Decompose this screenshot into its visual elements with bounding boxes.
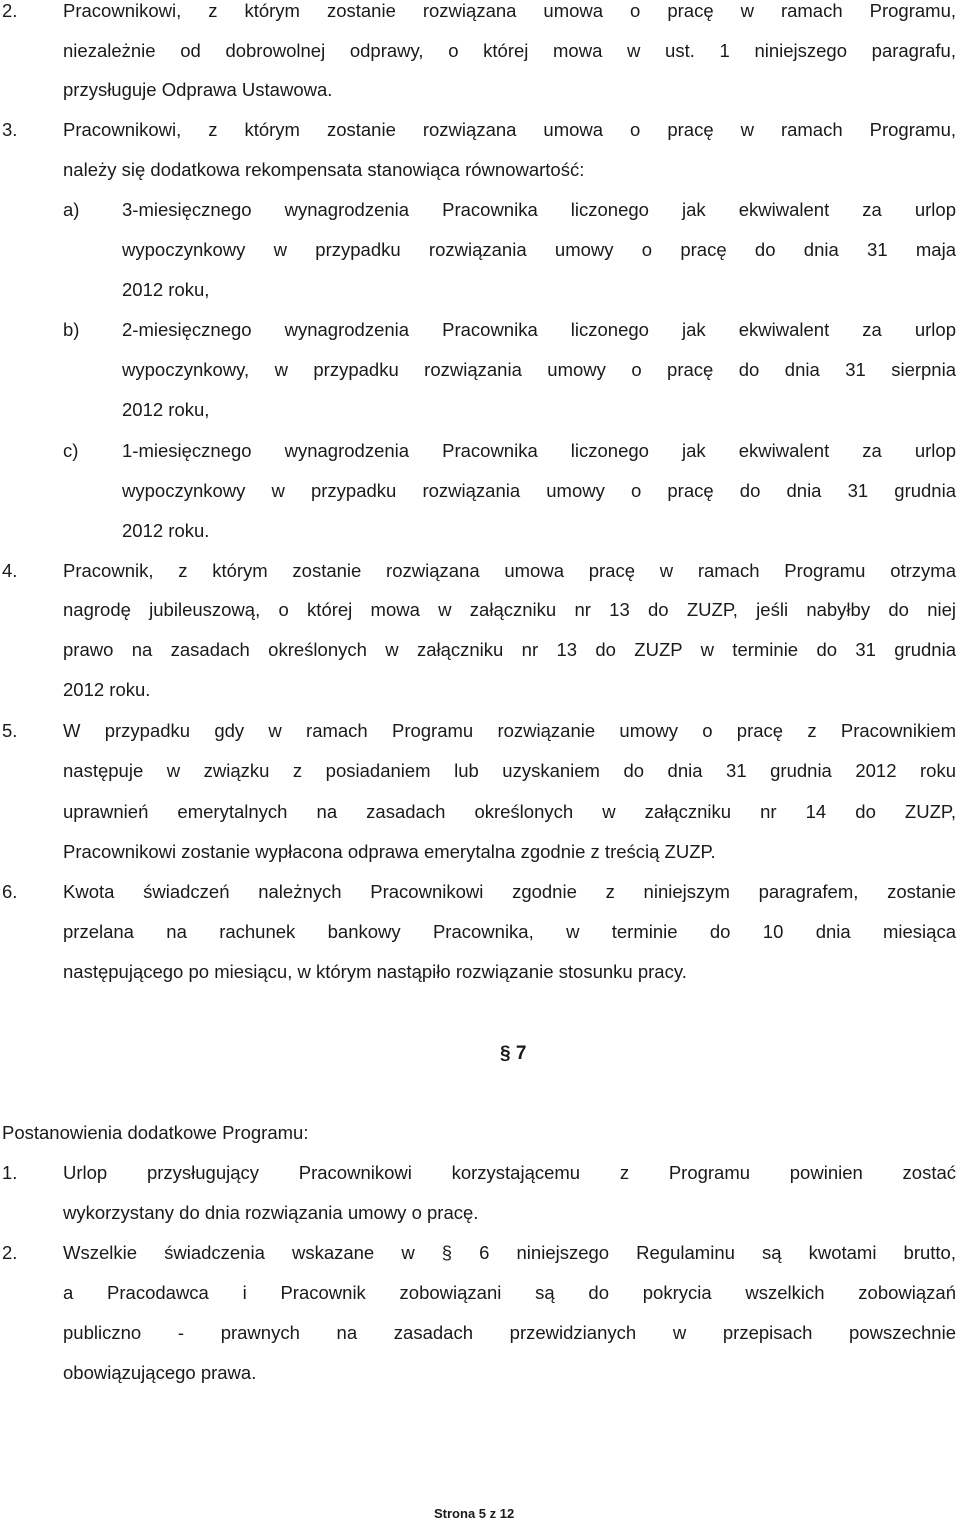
item-line: W przypadku gdy w ramach Programu rozwiązanie umowy o pracę z Pracownikiem bbox=[63, 720, 956, 741]
sub-item-line: 1-miesięcznego wynagrodzenia Pracownika liczonego jak ekwiwalent za urlop bbox=[122, 440, 956, 461]
item-line: nagrodę jubileuszową, o której mowa w załączniku nr 13 do ZUZP, jeśli nabyłby do niej bbox=[63, 599, 956, 620]
item-line: obowiązującego prawa. bbox=[63, 1362, 257, 1383]
sub-item-line: 2012 roku, bbox=[122, 279, 210, 300]
item-number: 2. bbox=[2, 1242, 18, 1263]
item-line: prawo na zasadach określonych w załączniku nr 13 do ZUZP w terminie do 31 grudnia bbox=[63, 639, 956, 660]
item-line: wykorzystany do dnia rozwiązania umowy o pracę. bbox=[63, 1202, 479, 1223]
item-number: 1. bbox=[2, 1162, 18, 1183]
sub-item-line: 2-miesięcznego wynagrodzenia Pracownika liczonego jak ekwiwalent za urlop bbox=[122, 319, 956, 340]
item-line: uprawnień emerytalnych na zasadach określonych w załączniku nr 14 do ZUZP, bbox=[63, 801, 956, 822]
item-line: a Pracodawca i Pracownik zobowiązani są do pokrycia wszelkich zobowiązań bbox=[63, 1282, 956, 1303]
item-number: 6. bbox=[2, 881, 18, 902]
item-line: Pracownikowi, z którym zostanie rozwiązana umowa o pracę w ramach Programu, bbox=[63, 119, 956, 140]
sub-item-line: 2012 roku. bbox=[122, 520, 210, 541]
item-line: publiczno - prawnych na zasadach przewidzianych w przepisach powszechnie bbox=[63, 1322, 956, 1343]
item-line: niezależnie od dobrowolnej odprawy, o której mowa w ust. 1 niniejszego paragrafu, bbox=[63, 40, 956, 61]
item-number: 3. bbox=[2, 119, 18, 140]
item-line: należy się dodatkowa rekompensata stanowiąca równowartość: bbox=[63, 159, 585, 180]
item-line: Kwota świadczeń należnych Pracownikowi zgodnie z niniejszym paragrafem, zostanie bbox=[63, 881, 956, 902]
sub-item-label: c) bbox=[63, 440, 79, 461]
item-line: Pracownikowi, z którym zostanie rozwiązana umowa o pracę w ramach Programu, bbox=[63, 0, 956, 21]
sub-item-line: wypoczynkowy w przypadku rozwiązania umowy o pracę do dnia 31 grudnia bbox=[122, 480, 956, 501]
item-line: przelana na rachunek bankowy Pracownika, w terminie do 10 dnia miesiąca bbox=[63, 921, 956, 942]
section-intro: Postanowienia dodatkowe Programu: bbox=[2, 1122, 309, 1143]
section-heading: § 7 bbox=[500, 1043, 527, 1064]
item-line: Pracownik, z którym zostanie rozwiązana umowa pracę w ramach Programu otrzyma bbox=[63, 560, 956, 581]
item-line: Urlop przysługujący Pracownikowi korzystającemu z Programu powinien zostać bbox=[63, 1162, 956, 1183]
item-line: Wszelkie świadczenia wskazane w § 6 niniejszego Regulaminu są kwotami brutto, bbox=[63, 1242, 956, 1263]
sub-item-line: 3-miesięcznego wynagrodzenia Pracownika liczonego jak ekwiwalent za urlop bbox=[122, 199, 956, 220]
item-number: 5. bbox=[2, 720, 18, 741]
item-line: przysługuje Odprawa Ustawowa. bbox=[63, 79, 333, 100]
item-line: następuje w związku z posiadaniem lub uzyskaniem do dnia 31 grudnia 2012 roku bbox=[63, 760, 956, 781]
item-number: 2. bbox=[2, 0, 18, 21]
item-line: Pracownikowi zostanie wypłacona odprawa emerytalna zgodnie z treścią ZUZP. bbox=[63, 841, 716, 862]
sub-item-line: 2012 roku, bbox=[122, 399, 210, 420]
sub-item-label: b) bbox=[63, 319, 80, 340]
sub-item-line: wypoczynkowy w przypadku rozwiązania umowy o pracę do dnia 31 maja bbox=[122, 239, 956, 260]
item-number: 4. bbox=[2, 560, 18, 581]
item-line: następującego po miesiącu, w którym nastąpiło rozwiązanie stosunku pracy. bbox=[63, 961, 687, 982]
sub-item-label: a) bbox=[63, 199, 80, 220]
item-line: 2012 roku. bbox=[63, 679, 151, 700]
page-footer: Strona 5 z 12 bbox=[434, 1506, 515, 1521]
sub-item-line: wypoczynkowy, w przypadku rozwiązania umowy o pracę do dnia 31 sierpnia bbox=[122, 359, 956, 380]
